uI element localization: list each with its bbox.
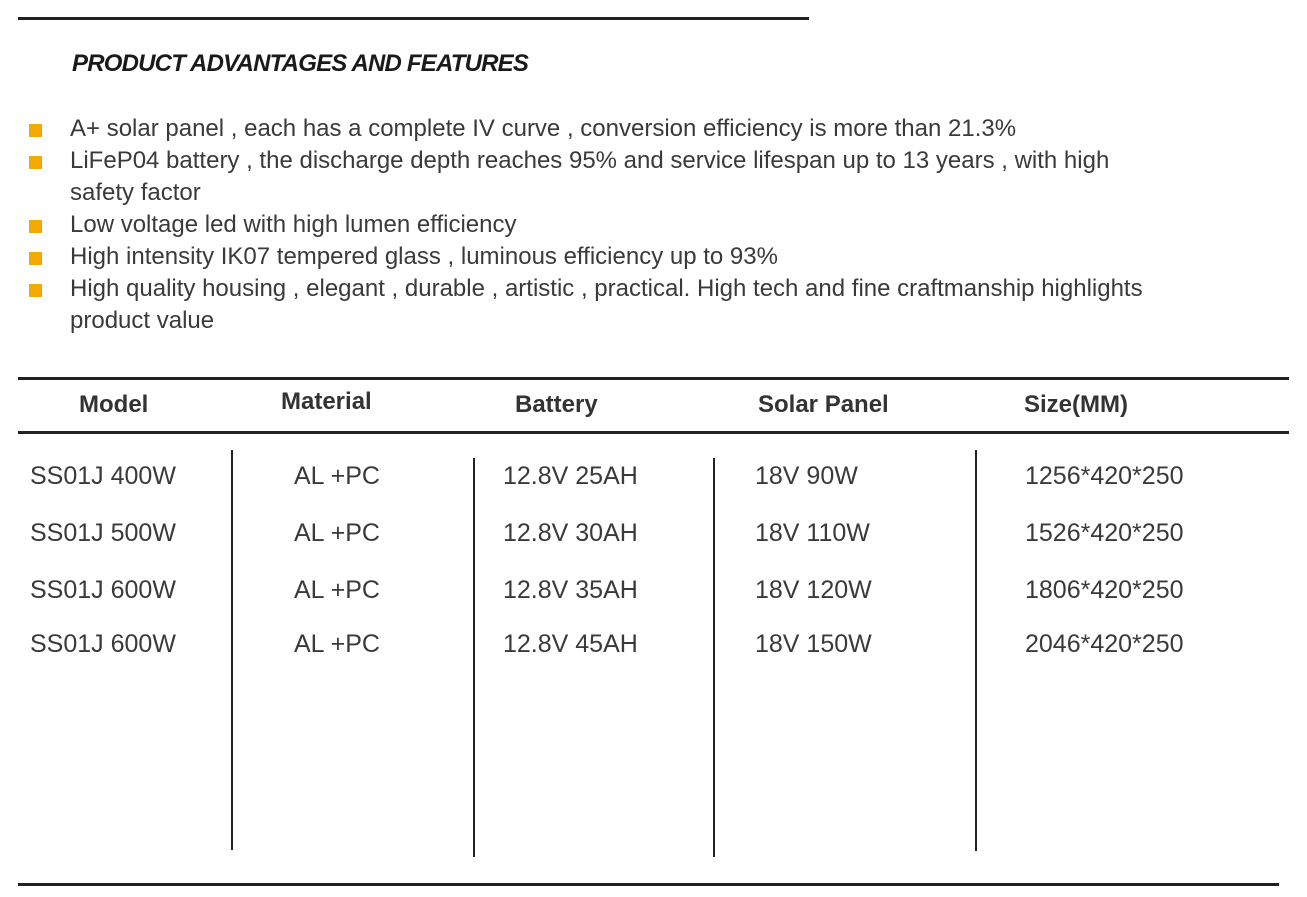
cell-size: 1806*420*250 xyxy=(1025,576,1184,604)
table-header-divider xyxy=(18,431,1289,434)
feature-item xyxy=(28,273,1228,337)
column-divider xyxy=(231,450,233,850)
table-bottom-border xyxy=(18,883,1279,886)
cell-solar-panel: 18V 90W xyxy=(755,462,858,490)
header-model: Model xyxy=(79,391,149,418)
cell-solar-panel: 18V 110W xyxy=(755,519,870,547)
feature-text: LiFeP04 battery , the discharge depth reaches 95% and service lifespan up to 13 years , with high safety factor xyxy=(70,147,1110,206)
square-bullet-icon xyxy=(29,220,42,233)
feature-item xyxy=(28,113,1228,145)
cell-material: AL +PC xyxy=(294,576,380,604)
feature-text: Low voltage led with high lumen efficiency xyxy=(70,211,517,238)
feature-item xyxy=(28,145,1228,209)
cell-model: SS01J 400W xyxy=(30,462,176,490)
table-top-border xyxy=(18,377,1289,380)
column-divider xyxy=(473,458,475,857)
cell-size: 2046*420*250 xyxy=(1025,630,1184,658)
feature-text: High intensity IK07 tempered glass , luminous efficiency up to 93% xyxy=(70,243,778,270)
cell-model: SS01J 600W xyxy=(30,630,176,658)
cell-material: AL +PC xyxy=(294,630,380,658)
cell-size: 1526*420*250 xyxy=(1025,519,1184,547)
feature-item xyxy=(28,209,1228,241)
cell-solar-panel: 18V 120W xyxy=(755,576,872,604)
cell-material: AL +PC xyxy=(294,462,380,490)
cell-battery: 12.8V 35AH xyxy=(503,576,638,604)
cell-material: AL +PC xyxy=(294,519,380,547)
feature-item xyxy=(28,241,1228,273)
feature-text: High quality housing , elegant , durable , artistic , practical. High tech and fine craftmanship highlights product value xyxy=(70,275,1143,334)
square-bullet-icon xyxy=(29,156,42,169)
cell-battery: 12.8V 25AH xyxy=(503,462,638,490)
square-bullet-icon xyxy=(29,252,42,265)
column-divider xyxy=(975,450,977,851)
section-title: PRODUCT ADVANTAGES AND FEATURES xyxy=(72,50,529,77)
header-size: Size(MM) xyxy=(1024,391,1128,418)
features-list xyxy=(28,113,1228,337)
cell-size: 1256*420*250 xyxy=(1025,462,1184,490)
header-solar-panel: Solar Panel xyxy=(758,391,889,418)
header-material: Material xyxy=(281,388,372,415)
column-divider xyxy=(713,458,715,857)
cell-battery: 12.8V 30AH xyxy=(503,519,638,547)
square-bullet-icon xyxy=(29,284,42,297)
cell-battery: 12.8V 45AH xyxy=(503,630,638,658)
square-bullet-icon xyxy=(29,124,42,137)
cell-model: SS01J 500W xyxy=(30,519,176,547)
cell-model: SS01J 600W xyxy=(30,576,176,604)
cell-solar-panel: 18V 150W xyxy=(755,630,872,658)
top-divider xyxy=(18,17,809,20)
header-battery: Battery xyxy=(515,391,598,418)
feature-text: A+ solar panel , each has a complete IV curve , conversion efficiency is more than 21.3% xyxy=(70,115,1017,142)
